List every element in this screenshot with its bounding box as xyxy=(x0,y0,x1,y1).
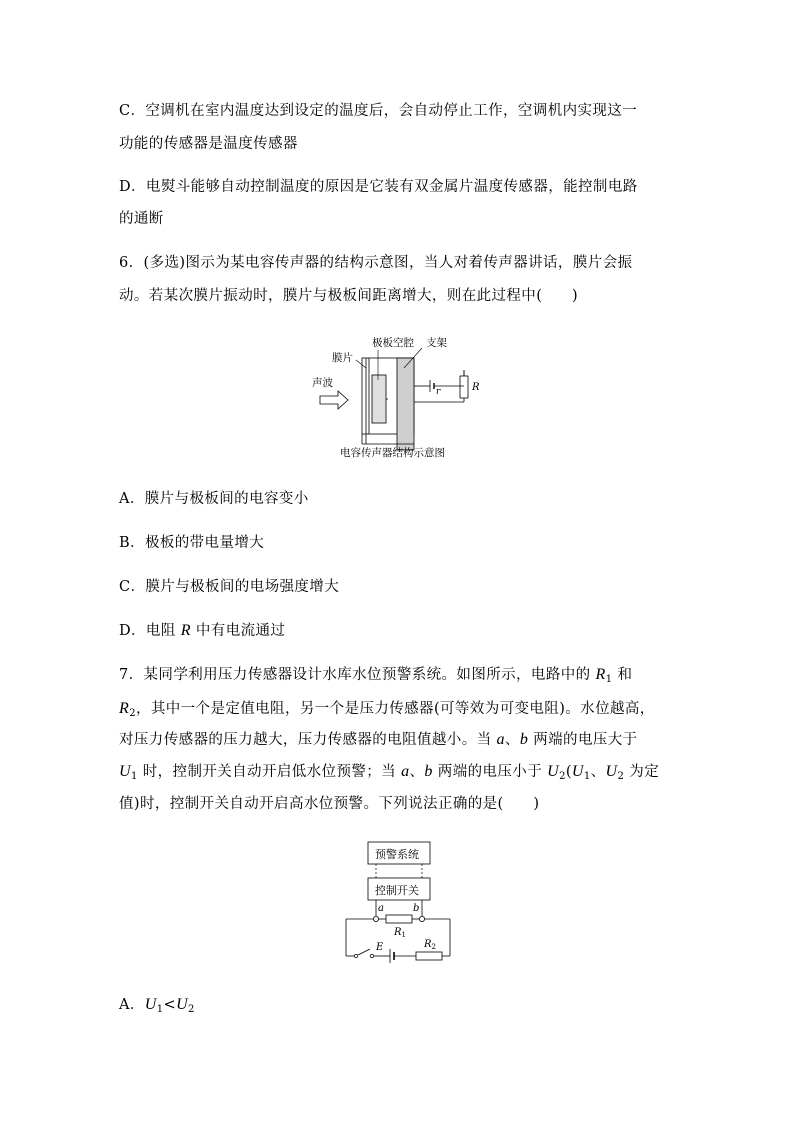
q7-stem-line4: $U_1$ 时，控制开关自动开启低水位预警；当 a、b 两端的电压小于 $U_2(U_1$、$U_2$ 为定 xyxy=(119,763,660,782)
label-r: r xyxy=(436,387,441,397)
option-d-line2: 的通断 xyxy=(119,211,164,227)
option-c-line2: 功能的传感器是温度传感器 xyxy=(119,136,298,152)
label-R1: $R_1$ xyxy=(394,927,406,939)
option-d-line1: D．电熨斗能够自动控制温度的原因是它装有双金属片温度传感器，能控制电路 xyxy=(119,179,638,195)
q7-stem-line3: 对压力传感器的压力越大，压力传感器的电阻值越小。当 a、b 两端的电压大于 xyxy=(119,731,638,748)
q7-stem-line5: 值)时，控制开关自动开启高水位预警。下列说法正确的是( ) xyxy=(119,796,540,812)
label-E: E xyxy=(376,942,384,953)
q7-circuit-diagram xyxy=(340,838,460,966)
label-plate-cavity: 极板空腔 xyxy=(372,337,414,349)
box-warning-system: 预警系统 xyxy=(375,848,419,861)
label-b: b xyxy=(413,903,420,914)
q6-stem-line2: 动。若某次膜片振动时，膜片与极板间距离增大，则在此过程中( ) xyxy=(119,288,579,304)
q6-option-a: A．膜片与极板间的电容变小 xyxy=(119,491,309,507)
q7-stem-line2: $R_2$，其中一个是定值电阻，另一个是压力传感器(可等效为可变电阻)。水位越高， xyxy=(119,700,655,719)
label-sound-wave: 声波 xyxy=(312,377,333,389)
label-bracket: 支架 xyxy=(426,337,447,349)
option-c-line1: C．空调机在室内温度达到设定的温度后，会自动停止工作，空调机内实现这一 xyxy=(119,103,638,119)
label-R2: $R_2$ xyxy=(424,939,436,951)
q6-option-d: D．电阻 R 中有电流通过 xyxy=(119,622,286,639)
label-R: R xyxy=(472,382,480,393)
figure-caption: 电容传声器结构示意图 xyxy=(340,447,445,459)
box-control-switch: 控制开关 xyxy=(375,884,419,897)
q7-option-a: A．$U_1<U_2$ xyxy=(119,996,195,1015)
q7-stem-line1: 7．某同学利用压力传感器设计水库水位预警系统。如图所示，电路中的 $R_1$ 和 xyxy=(119,666,633,685)
q6-option-c: C．膜片与极板间的电场强度增大 xyxy=(119,579,340,595)
q6-stem-line1: 6．(多选)图示为某电容传声器的结构示意图，当人对着传声器讲话，膜片会振 xyxy=(119,255,633,271)
q6-microphone-diagram xyxy=(300,330,500,460)
label-membrane: 膜片 xyxy=(332,352,353,364)
label-a: a xyxy=(378,903,384,914)
q6-option-b: B．极板的带电量增大 xyxy=(119,535,265,551)
